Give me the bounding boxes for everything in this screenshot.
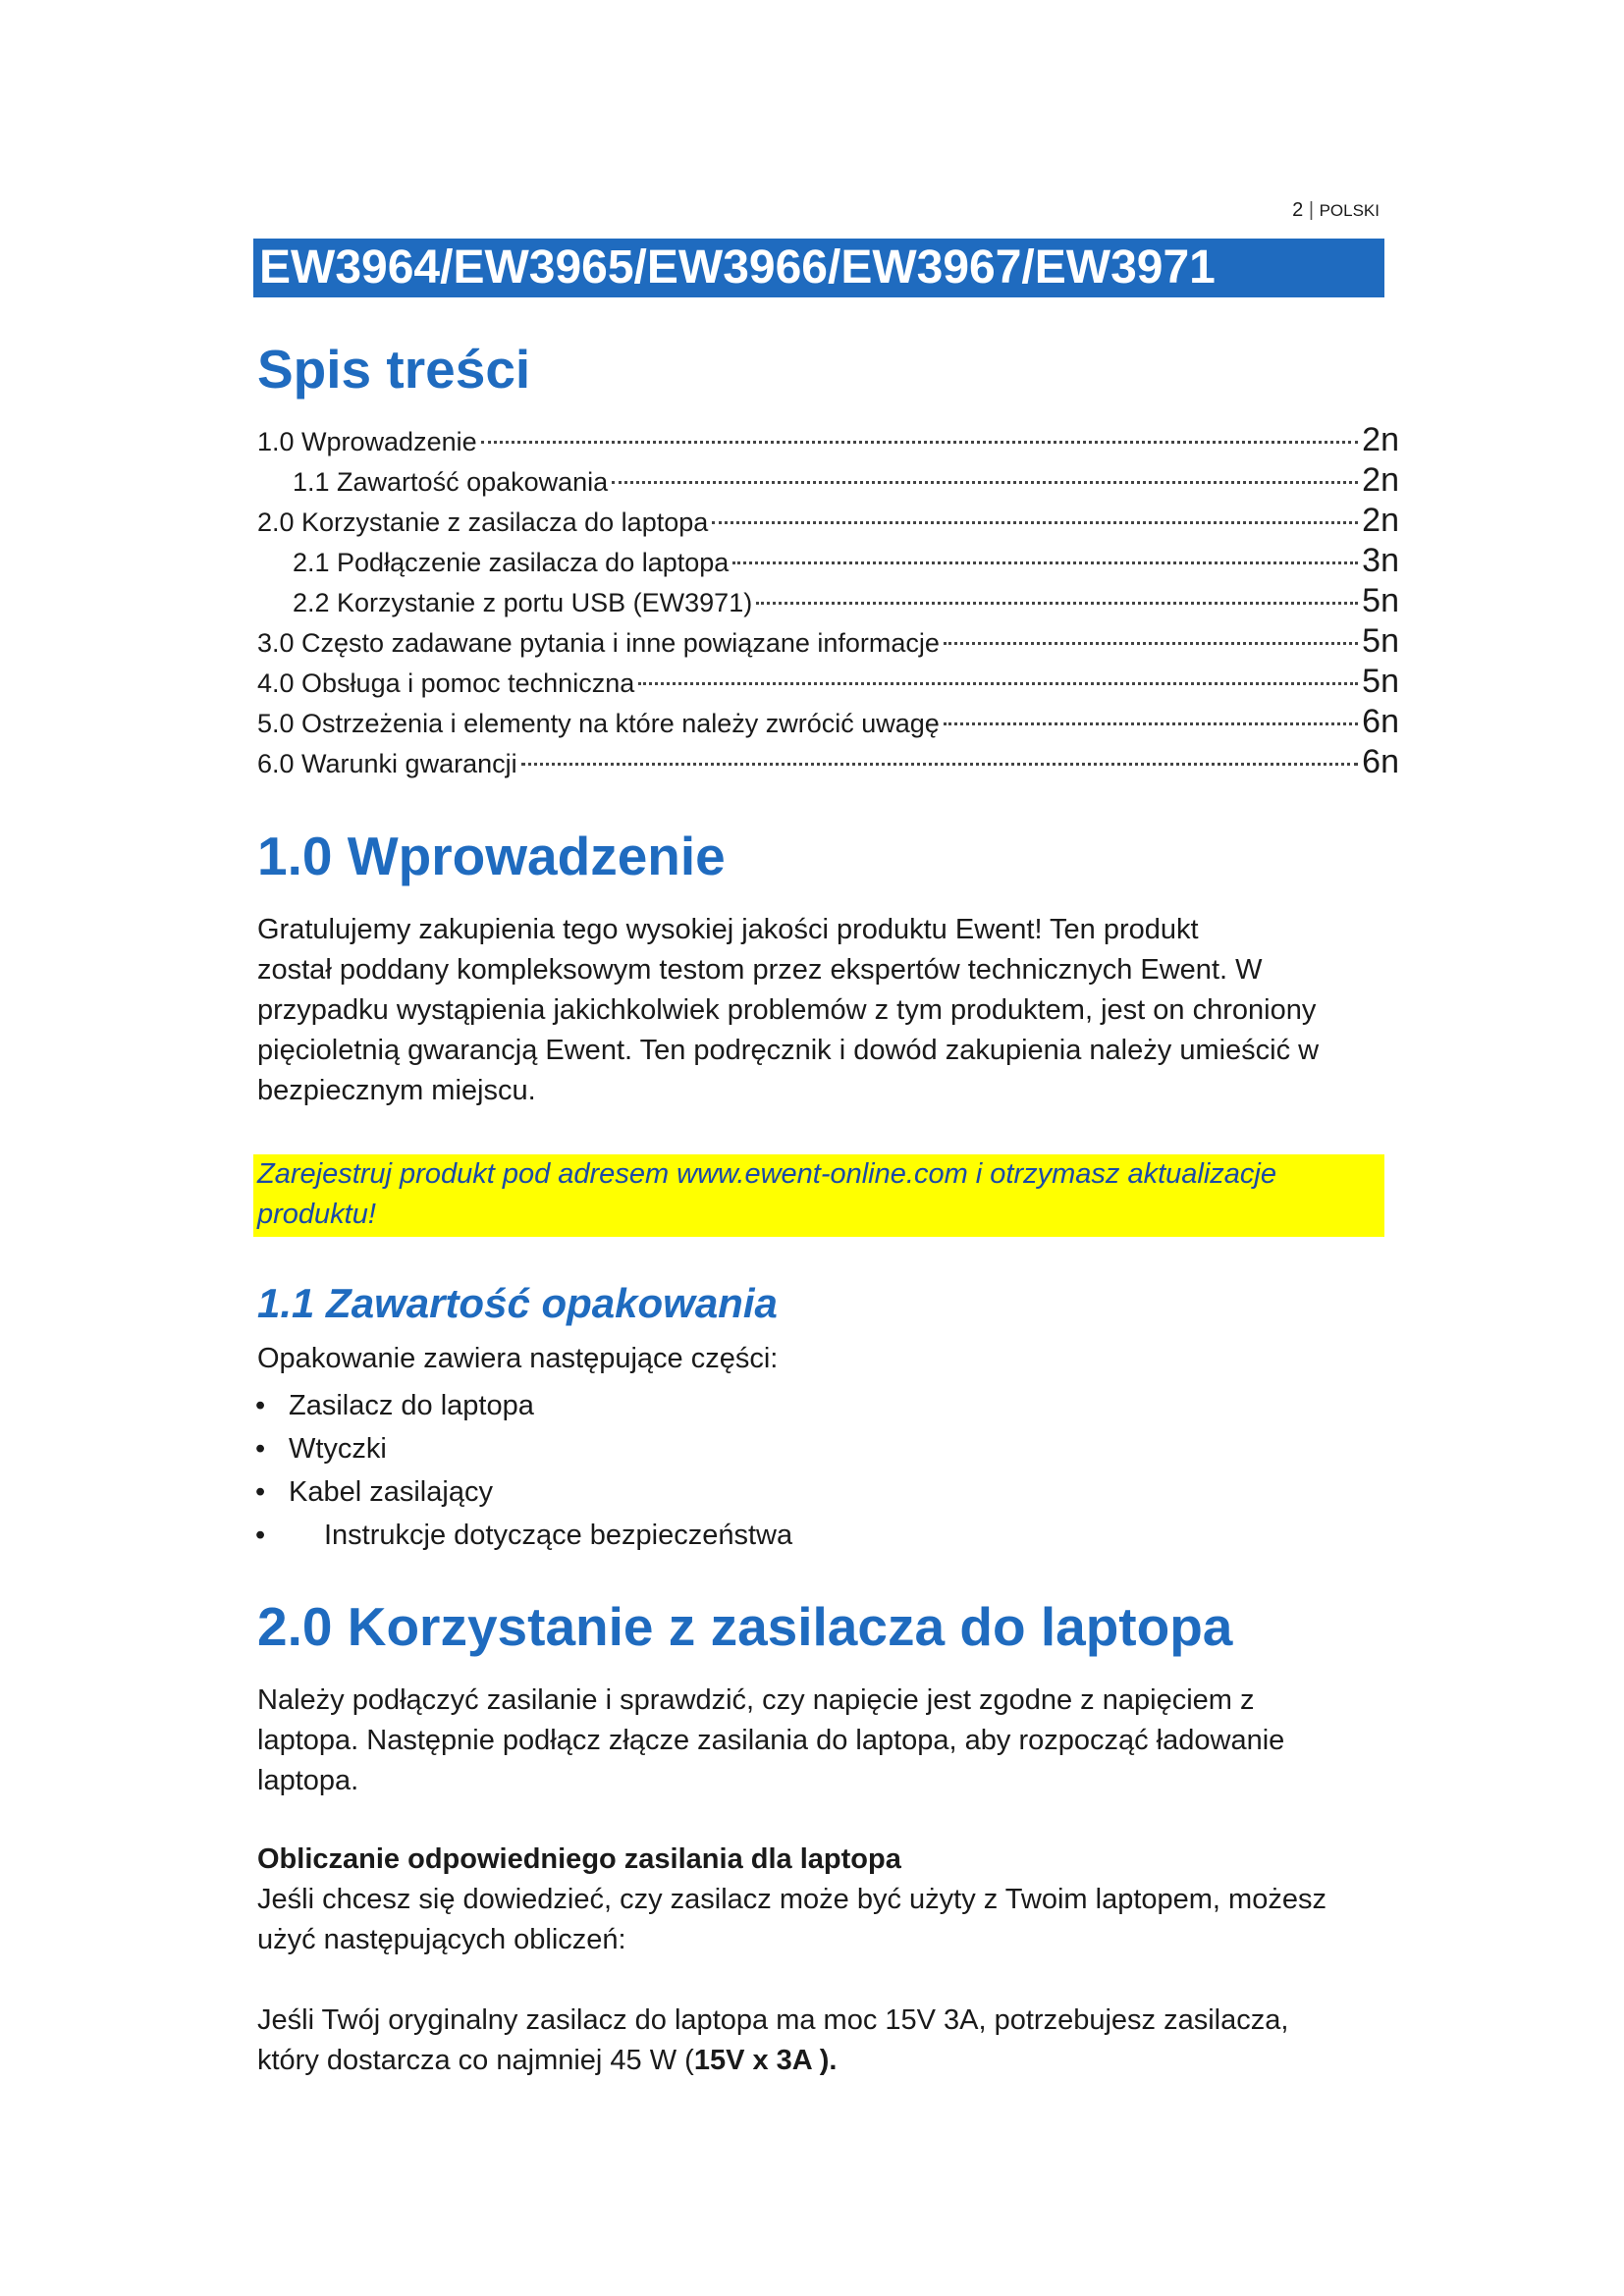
model-title-bar: EW3964/EW3965/EW3966/EW3967/EW3971 [253,239,1384,297]
text-line: laptopa. [257,1765,359,1796]
text-line: produktu! [257,1199,376,1230]
toc-leader-dots [732,561,1358,564]
toc-item-page: 6n [1362,703,1399,740]
bullet-icon: • [255,1390,266,1421]
toc-item-label: 2.2 Korzystanie z portu USB (EW3971) [293,588,753,617]
toc-item[interactable] [257,702,1399,742]
list-item-label: Instrukcje dotyczące bezpieczeństwa [324,1520,793,1551]
section-1-title: 1.0 Wprowadzenie [257,826,726,886]
text-line: użyć następujących obliczeń: [257,1924,626,1955]
toc-leader-dots [944,642,1358,645]
section-1-1-title: 1.1 Zawartość opakowania [257,1280,778,1326]
toc-leader-dots [756,602,1358,605]
power-calculation-heading: Obliczanie odpowiedniego zasilania dla laptopa [257,1843,901,1875]
formula-text: 15V x 3A ). [693,2045,838,2076]
text-line: bezpiecznym miejscu. [257,1075,536,1106]
toc-title: Spis treści [257,339,531,400]
package-contents-list [253,1384,792,1557]
toc-item-label: 1.0 Wprowadzenie [257,427,477,456]
list-item [253,1427,792,1470]
toc-item-page: 5n [1362,582,1399,619]
bullet-icon: • [255,1476,266,1508]
toc-item[interactable] [257,420,1399,460]
toc-item-label: 5.0 Ostrzeżenia i elementy na które należy zwrócić uwagę [257,709,940,738]
page-header [1178,199,1380,222]
text-line: został poddany kompleksowym testom przez ekspertów technicznych Ewent. W [257,954,1263,986]
toc-item[interactable] [257,501,1399,541]
toc-item-page: 3n [1362,542,1399,579]
text-line: który dostarcza co najmniej 45 W ( [257,2045,694,2076]
toc-item[interactable] [257,581,1399,621]
list-item [253,1514,792,1557]
text-line: pięcioletnią gwarancją Ewent. Ten podręcznik i dowód zakupienia należy umieścić w [257,1035,1320,1066]
toc-item-page: 2n [1362,502,1399,539]
toc-item-label: 4.0 Obsługa i pomoc techniczna [257,668,635,698]
text-line: Jeśli Twój oryginalny zasilacz do laptopa ma moc 15V 3A, potrzebujesz zasilacza, [257,2004,1289,2036]
toc-leader-dots [612,481,1358,484]
toc-leader-dots [521,763,1359,766]
toc-item[interactable] [257,621,1399,662]
list-item-label: Wtyczki [289,1433,387,1465]
toc-item-page: 2n [1362,461,1399,499]
toc-leader-dots [712,521,1358,524]
power-calculation-example [257,2001,1386,2081]
toc-item-page: 6n [1362,743,1399,780]
section-2-intro [257,1681,1386,1801]
toc-item-label: 3.0 Często zadawane pytania i inne powiązane informacje [257,628,940,658]
text-line: Należy podłączyć zasilanie i sprawdzić, czy napięcie jest zgodne z napięciem z [257,1684,1255,1716]
table-of-contents [257,420,1399,782]
toc-item-page: 5n [1362,622,1399,660]
toc-leader-dots [481,441,1359,444]
package-contents-intro: Opakowanie zawiera następujące części: [257,1343,779,1374]
bullet-icon: • [255,1520,266,1551]
toc-item-label: 1.1 Zawartość opakowania [293,467,609,497]
toc-item-label: 2.1 Podłączenie zasilacza do laptopa [293,548,730,577]
toc-item-page: 5n [1362,663,1399,700]
list-item-label: Zasilacz do laptopa [289,1390,534,1421]
bullet-icon: • [255,1433,266,1465]
text-line: Jeśli chcesz się dowiedzieć, czy zasilacz może być użyty z Twoim laptopem, możesz [257,1884,1326,1915]
toc-item-label: 2.0 Korzystanie z zasilacza do laptopa [257,507,709,537]
section-1-intro [257,910,1386,1111]
list-item [253,1470,792,1514]
text-line: laptopa. Następnie podłącz złącze zasilania do laptopa, aby rozpocząć ładowanie [257,1725,1285,1756]
toc-item[interactable] [257,742,1399,782]
header-language: POLSKI [1319,201,1380,220]
text-line: Gratulujemy zakupienia tego wysokiej jakości produktu Ewent! Ten produkt [257,914,1199,945]
section-2-title: 2.0 Korzystanie z zasilacza do laptopa [257,1596,1233,1657]
text-line: przypadku wystąpienia jakichkolwiek problemów z tym produktem, jest on chroniony [257,994,1317,1026]
register-product-notice [253,1154,1384,1237]
header-separator: | [1308,199,1315,221]
toc-leader-dots [638,682,1358,685]
toc-item-page: 2n [1362,421,1399,458]
list-item [253,1384,792,1427]
power-calculation-text [257,1880,1386,1960]
list-item-label: Kabel zasilający [289,1476,493,1508]
toc-leader-dots [944,722,1358,725]
toc-item[interactable] [257,541,1399,581]
toc-item-label: 6.0 Warunki gwarancji [257,749,517,778]
page-number: 2 [1292,199,1304,221]
text-line: Zarejestruj produkt pod adresem www.ewent-online.com i otrzymasz aktualizacje [257,1158,1276,1190]
toc-item[interactable] [257,460,1399,501]
toc-item[interactable] [257,662,1399,702]
